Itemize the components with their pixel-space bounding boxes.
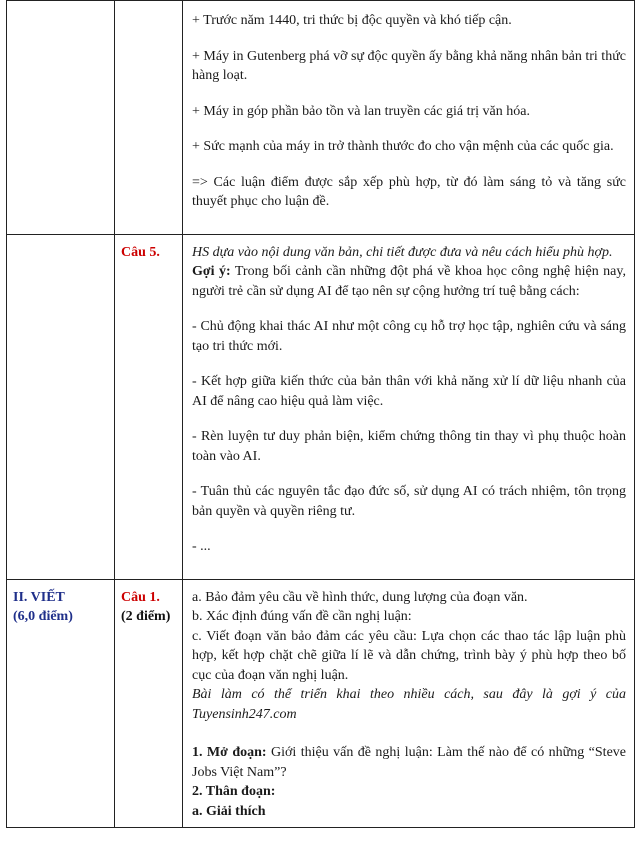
open-paragraph <box>192 743 626 782</box>
answer-paragraph: + Máy in Gutenberg phá vỡ sự độc quyền ấy bằng khả năng nhân bản tri thức hàng loạt. <box>192 48 626 83</box>
hint-label: Gợi ý: <box>192 264 231 279</box>
section-cell <box>7 579 115 828</box>
answer-point: - Rèn luyện tư duy phản biện, kiểm chứng thông tin thay vì phụ thuộc hoàn toàn vào AI. <box>192 429 626 464</box>
requirement-b: b. Xác định đúng vấn đề cần nghị luận: <box>192 609 412 624</box>
answer-key-table <box>6 0 635 828</box>
answer-cell <box>183 1 635 235</box>
open-label: 1. Mở đoạn: <box>192 745 267 760</box>
table-row <box>7 1 635 235</box>
section-cell-empty <box>7 234 115 579</box>
answer-point: - ... <box>192 539 211 554</box>
question-cell <box>115 234 183 579</box>
note-text: Bài làm có thể triển khai theo nhiều cách, sau đây là gợi ý của Tuyensinh247.com <box>192 687 626 722</box>
answer-cell <box>183 579 635 828</box>
table-row <box>7 234 635 579</box>
answer-paragraph: + Trước năm 1440, tri thức bị độc quyền và khó tiếp cận. <box>192 13 512 28</box>
open-text: Giới thiệu vấn đề nghị luận: Làm thế nào để có những “Steve Jobs Việt Nam”? <box>192 745 627 780</box>
instruction-text: HS dựa vào nội dung văn bản, chi tiết được đưa và nêu cách hiểu phù hợp. <box>192 244 613 260</box>
section-title: II. VIẾT <box>13 589 65 605</box>
question-cell <box>115 579 183 828</box>
explain-label: a. Giải thích <box>192 803 266 819</box>
hint-paragraph <box>192 262 626 301</box>
answer-point: - Tuân thủ các nguyên tắc đạo đức số, sử dụng AI có trách nhiệm, tôn trọng bản quyền và quyền riêng tư. <box>192 484 626 519</box>
answer-paragraph: + Máy in góp phần bảo tồn và lan truyền các giá trị văn hóa. <box>192 103 530 119</box>
question-cell-empty <box>115 1 183 235</box>
question-label: Câu 1. <box>121 589 160 605</box>
question-label: Câu 5. <box>121 244 160 260</box>
hint-text: Trong bối cảnh cần những đột phá về khoa học công nghệ hiện nay, người trẻ cần sử dụng AI để tạo nên sự cộng hưởng trí tuệ bằng cách: <box>192 264 626 299</box>
requirement-a: a. Bảo đảm yêu cầu về hình thức, dung lượng của đoạn văn. <box>192 589 528 605</box>
answer-point: - Kết hợp giữa kiến thức của bản thân với khả năng xử lí dữ liệu nhanh của AI để nâng cao hiệu quả làm việc. <box>192 374 626 409</box>
answer-point: - Chủ động khai thác AI như một công cụ hỗ trợ học tập, nghiên cứu và sáng tạo tri thức mới. <box>192 319 626 354</box>
question-score: (2 điểm) <box>121 609 171 624</box>
table-row <box>7 579 635 828</box>
section-cell-empty <box>7 1 115 235</box>
answer-paragraph: => Các luận điểm được sắp xếp phù hợp, từ đó làm sáng tỏ và tăng sức thuyết phục cho luận đề. <box>192 174 626 209</box>
section-score: (6,0 điểm) <box>13 609 73 624</box>
answer-paragraph: + Sức mạnh của máy in trở thành thước đo cho vận mệnh của các quốc gia. <box>192 139 614 154</box>
requirement-c: c. Viết đoạn văn bảo đảm các yêu cầu: Lựa chọn các thao tác lập luận phù hợp, kết hợp chặt chẽ giữa lí lẽ và dẫn chứng, trình bày ý phù hợp theo bố cục của đoạn văn nghị luận. <box>192 628 626 683</box>
body-label: 2. Thân đoạn: <box>192 784 276 799</box>
answer-cell <box>183 234 635 579</box>
